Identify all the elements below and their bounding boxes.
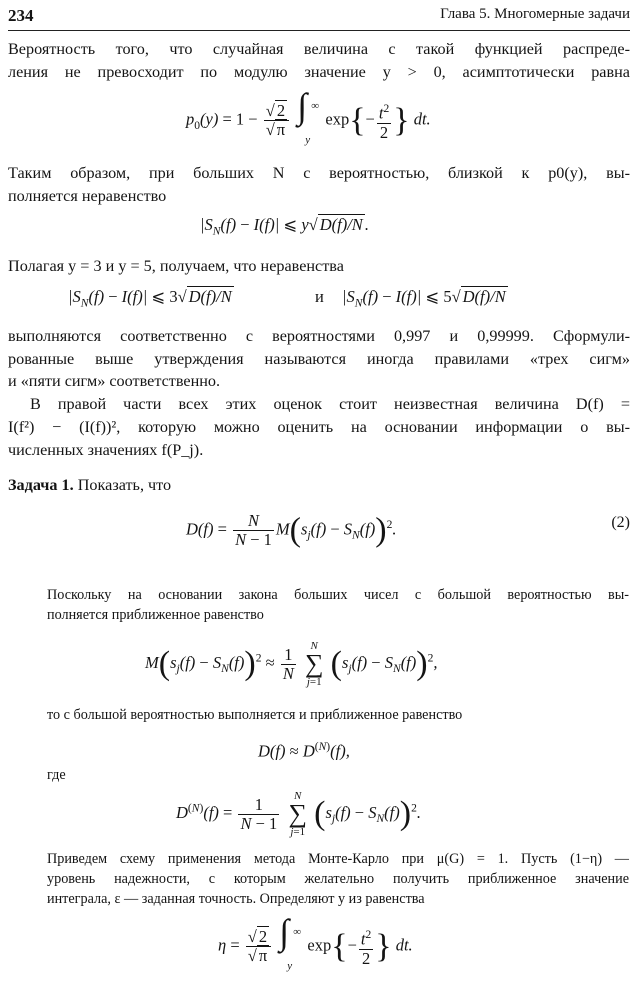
running-head: Глава 5. Многомерные задачи [440,6,630,22]
para8-line1: Приведем схему применения метода Монте-Карло при μ(G) = 1. Пусть (1−η) — [47,851,629,867]
para4-line1: выполняются соответственно с вероятностями 0,997 и 0,99999. Сформули- [8,327,630,345]
formula-ineq: $|S_N(f) - I(f)|$ ⩽ y√ D(f)/N . [200,215,369,238]
para8-line2: уровень надежности, с которым желательно получить приближенное значение [47,871,629,887]
task-heading [8,474,630,496]
formula-lln: $M(s_j(f) - S_N(f))^2$ ≈ $\frac{1}{N}$ N ∑ j=1 $(s_j(f) - S_N(f))^2$, [145,640,438,688]
para4-line2: рованные выше утверждения называются иногда правилами «трех сигм» [8,350,630,368]
formula-eta: η = $\frac{√ 2}{√ \pi}$ ∫ ∞ y exp{− $\frac{t^2}{2}$ } dt. [218,911,413,972]
formula-dn: $D^{(N)}(f)$ = $\frac{1}{N - 1}$ N ∑ j=1 $(s_j(f) - S_N(f))^2$. [176,790,421,838]
para5-line3: численных значениях f(P_j). [8,441,204,459]
para8-line3: интеграла, ε — заданная точность. Определяют y из равенства [47,891,425,907]
para7: то с большой вероятностью выполняется и приближенное равенство [47,707,463,723]
para3: Полагая y = 3 и y = 5, получаем, что неравенства [8,257,344,275]
para6-line1: Поскольку на основании закона больших чисел с большой вероятностью вы- [47,587,629,603]
para4-line3: и «пяти сигм» соответственно. [8,372,221,390]
para5-line1: В правой части всех этих оценок стоит неизвестная величина D(f) = [30,395,630,413]
formula-task: D(f) = $\frac{N}{N - 1}$ $M(s_j(f) - S_N(f))^2$. [186,511,397,549]
para1-line2: ления не превосходит по модулю значение y > 0, асимптотически равна [8,63,630,81]
page-header [8,6,630,31]
para2-line1: Таким образом, при больших N с вероятностью, близкой к p0(y), вы- [8,164,630,182]
task-label: Задача 1. [8,476,74,494]
para6-line2: полняется приближенное равенство [47,607,264,623]
task-text: Показать, что [77,476,172,494]
formula-p0: $p_0(y) = 1$ − $\frac{√ 2}{√ \pi}$ ∫ ∞ y exp{− $\frac{t^2}{2}$ } dt. [186,85,431,146]
formula-ineq-three-sigma: $|S_N(f) - I(f)|$ ⩽ 3√ D(f)/N [68,287,232,310]
equation-number: (2) [611,514,630,531]
para2-line2: полняется неравенство [8,187,167,205]
page-number: 234 [8,6,34,25]
formula-approx: $D(f) \approx D^{(N)}(f)$, [258,741,350,761]
formula-conjunction: и [315,287,324,306]
para5-line2: I(f²) − (I(f))², которую можно оценить на основании информации о вы- [8,418,630,436]
where-word: где [47,767,66,783]
para1-line1: Вероятность того, что случайная величина с такой функцией распреде- [8,40,630,58]
formula-ineq-five-sigma: $|S_N(f) - I(f)|$ ⩽ 5√ D(f)/N [342,287,506,310]
